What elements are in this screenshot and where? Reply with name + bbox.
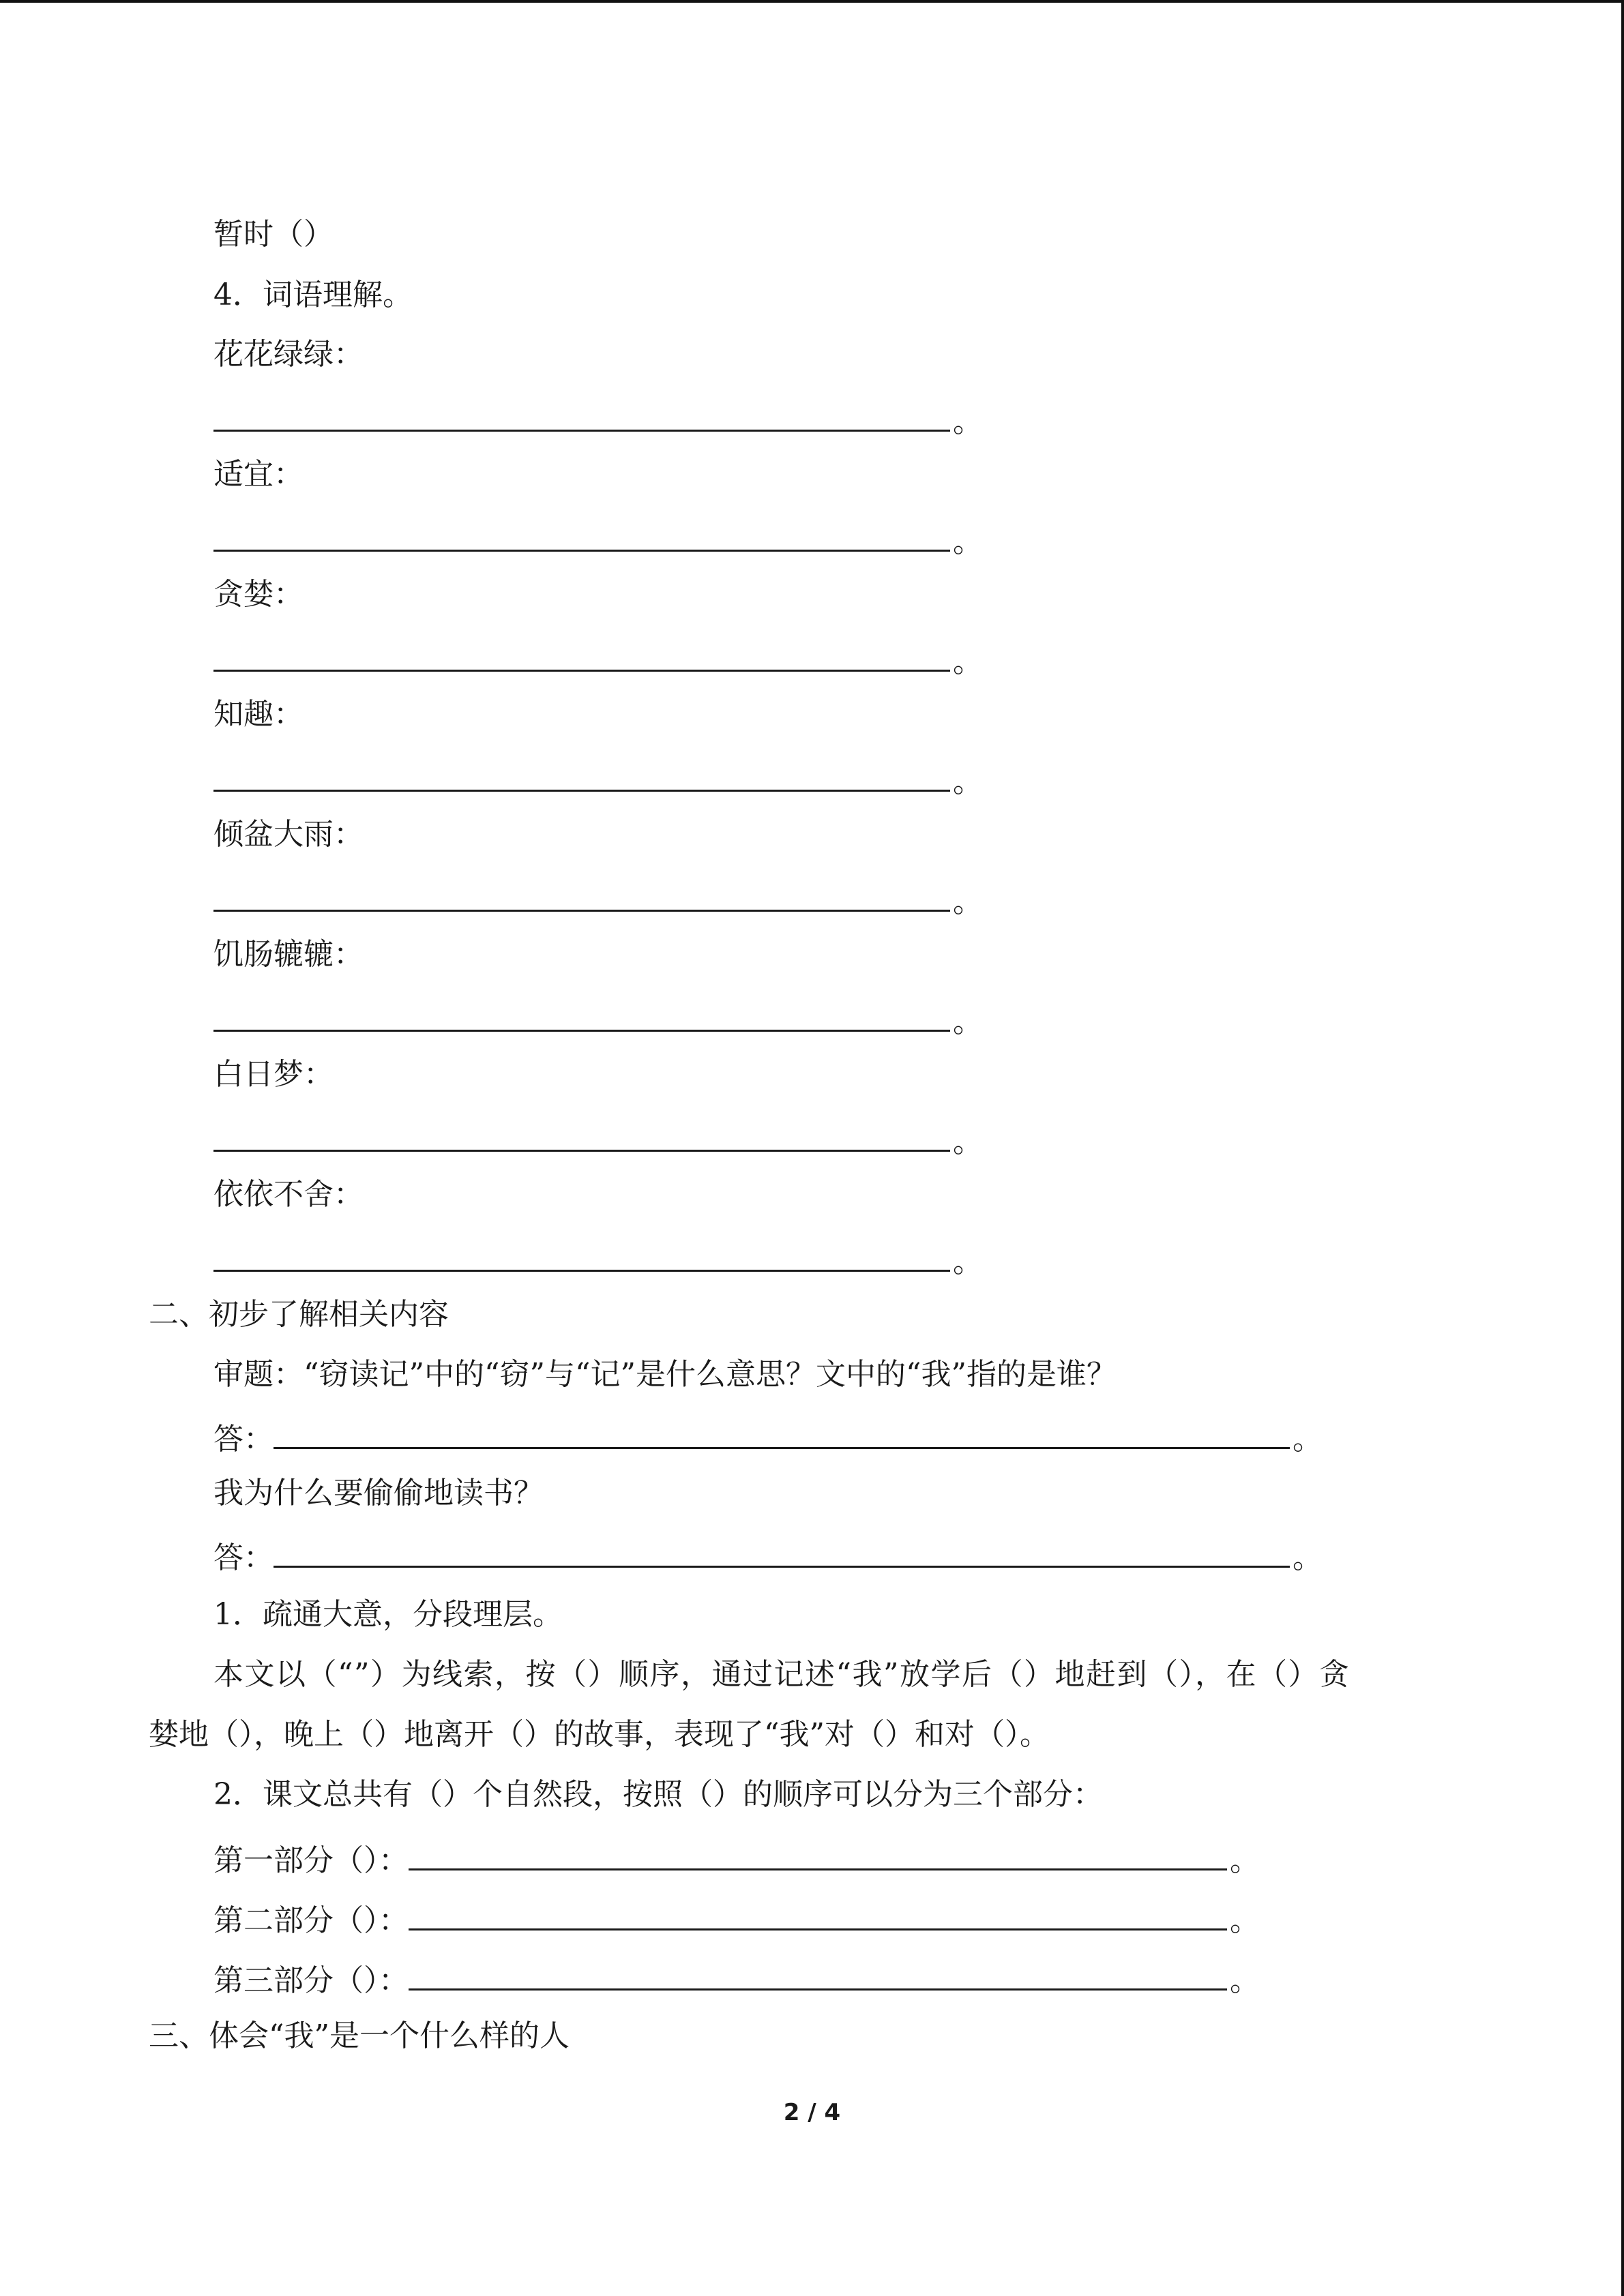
answer-row[interactable] [213,1414,1323,1460]
answer-label: 答： [213,1540,274,1575]
line-period: 。 [953,404,983,439]
line-period: 。 [1293,1422,1323,1457]
question-4-title: 4．词语理解。 [213,278,413,312]
part-label: 第三部分（）： [213,1963,409,1998]
vocab-term: 适宜： [213,457,304,492]
answer-blank[interactable] [213,1117,950,1152]
vocab-term: 花花绿绿： [213,337,364,372]
part-row[interactable] [213,1836,1260,1881]
vocab-answer-line[interactable] [213,757,983,803]
line-period: 。 [1293,1540,1323,1575]
line-period: 。 [953,1244,983,1279]
line-period: 。 [953,884,983,919]
section-3-heading: 三、体会“我”是一个什么样的人 [149,2018,570,2053]
answer-blank[interactable] [409,1956,1227,1991]
vocab-term: 知趣： [213,697,304,732]
vocab-answer-line[interactable] [213,1117,983,1163]
vocab-answer-line[interactable] [213,397,983,443]
part-row[interactable] [213,1956,1260,2001]
line-period: 。 [1230,1903,1260,1938]
part-label: 第一部分（）： [213,1843,409,1878]
section-2-heading: 二、初步了解相关内容 [149,1297,449,1332]
vocab-term: 贪婪： [213,577,304,612]
answer-blank[interactable] [213,877,950,912]
section-2-question: 审题：“窃读记”中的“窃”与“记”是什么意思？文中的“我”指的是谁？ [213,1357,1117,1392]
vocab-term: 倾盆大雨： [213,817,364,852]
vocab-answer-line[interactable] [213,1237,983,1283]
answer-blank[interactable] [409,1896,1227,1930]
line-period: 。 [953,644,983,679]
line-zanshi: 暂时（） [213,217,334,252]
item-2-title: 2．课文总共有（）个自然段，按照（）的顺序可以分为三个部分： [213,1777,1103,1812]
page-number: 2 / 4 [783,2099,841,2126]
vocab-answer-line[interactable] [213,997,983,1043]
vocab-answer-line[interactable] [213,637,983,683]
answer-blank[interactable] [274,1414,1290,1449]
answer-row[interactable] [213,1533,1323,1579]
answer-blank[interactable] [409,1836,1227,1870]
vocab-answer-line[interactable] [213,517,983,563]
part-label: 第二部分（）： [213,1903,409,1938]
answer-blank[interactable] [213,397,950,432]
answer-blank[interactable] [213,757,950,792]
line-period: 。 [953,764,983,799]
paragraph-line: 婪地（），晚上（）地离开（）的故事，表现了“我”对（）和对（）。 [149,1717,1050,1752]
answer-blank[interactable] [213,997,950,1032]
line-period: 。 [1230,1843,1260,1878]
answer-blank[interactable] [213,637,950,672]
vocab-term: 白日梦： [213,1057,334,1092]
part-row[interactable] [213,1896,1260,1941]
answer-blank[interactable] [213,1237,950,1272]
vocab-answer-line[interactable] [213,877,983,923]
answer-blank[interactable] [213,517,950,552]
answer-blank[interactable] [274,1533,1290,1568]
paragraph-line: 本文以（“”）为线索，按（）顺序，通过记述“我”放学后（）地赶到（），在（）贪 [213,1657,1350,1692]
line-period: 。 [1230,1963,1260,1998]
vocab-term: 饥肠辘辘： [213,937,364,972]
line-period: 。 [953,1004,983,1039]
vocab-term: 依依不舍： [213,1177,364,1212]
answer-label: 答： [213,1422,274,1457]
item-1-title: 1．疏通大意，分段理层。 [213,1597,563,1632]
line-period: 。 [953,1124,983,1159]
section-2-question-why: 我为什么要偷偷地读书？ [213,1476,544,1510]
line-period: 。 [953,524,983,559]
